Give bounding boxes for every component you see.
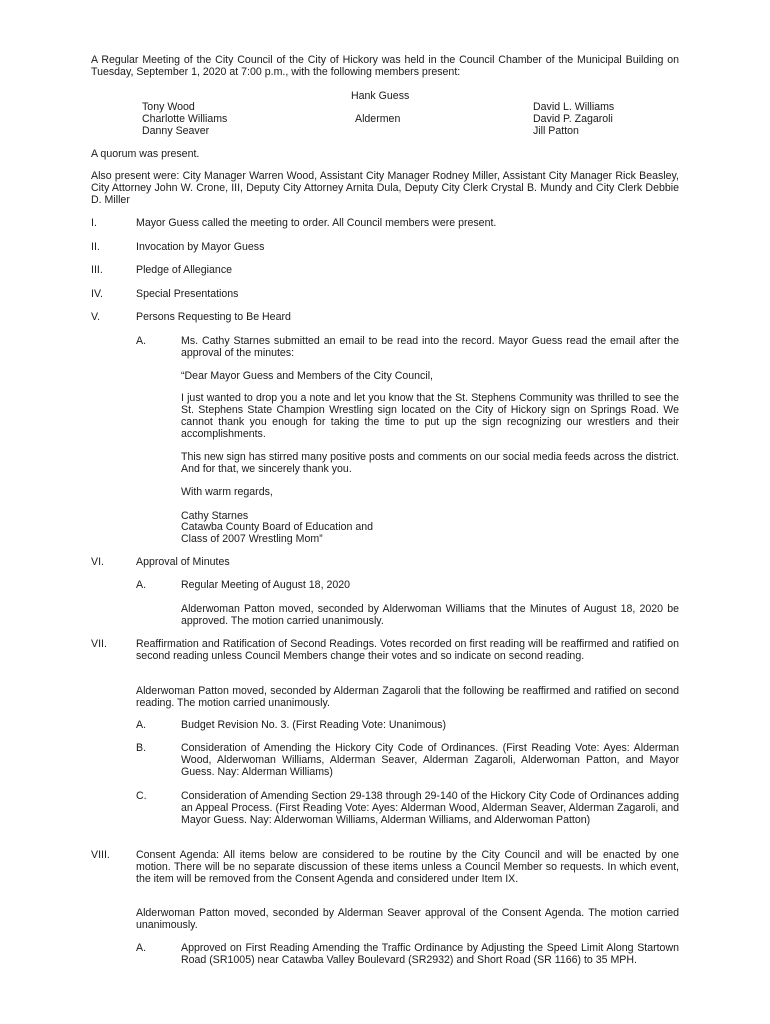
signature-name: Cathy Starnes (181, 510, 249, 522)
signature-line-3: Class of 2007 Wrestling Mom” (181, 533, 323, 545)
item-vii-b-text: Consideration of Amending the Hickory City Code of Ordinances. (First Reading Vote: Ayes: Alderman Wood, Alderwoman Williams, Alderman Seaver, Alderman Zagaroli, Alderwoman Patton, and Mayor Guess. Nay: Alderman Williams) (181, 742, 679, 778)
quorum-statement: A quorum was present. (91, 148, 200, 160)
item-viii-a-text: Approved on First Reading Amending the Traffic Ordinance by Adjusting the Speed Limit Along Startown Road (SR1005) near Catawba Valley Boulevard (SR2932) and Short Road (SR 1166) to 35 MPH. (181, 942, 679, 966)
item-i-text: Mayor Guess called the meeting to order. All Council members were present. (136, 217, 497, 229)
item-ii-number: II. (91, 241, 100, 253)
aldermen-label: Aldermen (355, 113, 401, 125)
email-greeting: “Dear Mayor Guess and Members of the City Council, (181, 370, 433, 382)
item-vii-c-letter: C. (136, 790, 147, 802)
email-paragraph-2: This new sign has stirred many positive posts and comments on our social media feeds across the district. And for that, we sincerely thank you. (181, 451, 679, 475)
item-i-number: I. (91, 217, 97, 229)
item-vii-a-text: Budget Revision No. 3. (First Reading Vote: Unanimous) (181, 719, 446, 731)
email-closing: With warm regards, (181, 486, 273, 498)
item-vii-c-text: Consideration of Amending Section 29-138 through 29-140 of the Hickory City Code of Ordinances adding an Appeal Process. (First Reading Vote: Ayes: Alderman Wood, Alderman Seaver, Alderman Zagaroli, and Mayor Guess. Nay: Alderwoman Williams, Alderman Williams, and Alderwoman Patton) (181, 790, 679, 826)
item-iv-text: Special Presentations (136, 288, 239, 300)
item-vi-a-letter: A. (136, 579, 147, 591)
item-viii-motion: Alderwoman Patton moved, seconded by Alderman Seaver approval of the Consent Agenda. The motion carried unanimously. (136, 907, 679, 931)
alderman-right-2: David P. Zagaroli (533, 113, 613, 125)
item-vii-text: Reaffirmation and Ratification of Second Readings. Votes recorded on first reading will be reaffirmed and ratified on second reading unless Council Members change their votes and so indicate on second reading. (136, 638, 679, 662)
signature-organization: Catawba County Board of Education and (181, 521, 373, 533)
item-v-a-letter: A. (136, 335, 147, 347)
item-iii-number: III. (91, 264, 103, 276)
intro-paragraph: A Regular Meeting of the City Council of the City of Hickory was held in the Council Chamber of the Municipal Building on Tuesday, September 1, 2020 at 7:00 p.m., with the following members present: (91, 54, 679, 78)
also-present-paragraph: Also present were: City Manager Warren Wood, Assistant City Manager Rodney Miller, Assistant City Manager Rick Beasley, City Attorney John W. Crone, III, Deputy City Attorney Arnita Dula, Deputy City Clerk Crystal B. Mundy and City Clerk Debbie D. Miller (91, 170, 679, 206)
item-iv-number: IV. (91, 288, 103, 300)
item-v-number: V. (91, 311, 101, 323)
alderman-left-3: Danny Seaver (142, 125, 210, 137)
item-vi-a-text: Regular Meeting of August 18, 2020 (181, 579, 351, 591)
item-vii-motion: Alderwoman Patton moved, seconded by Alderman Zagaroli that the following be reaffirmed and ratified on second reading. The motion carried unanimously. (136, 685, 679, 709)
item-vii-number: VII. (91, 638, 107, 650)
item-ii-text: Invocation by Mayor Guess (136, 241, 265, 253)
alderman-right-3: Jill Patton (533, 125, 579, 137)
item-vii-a-letter: A. (136, 719, 147, 731)
item-vi-a-detail: Alderwoman Patton moved, seconded by Alderwoman Williams that the Minutes of August 18, 2020 be approved. The motion carried unanimously. (181, 603, 679, 627)
alderman-left-2: Charlotte Williams (142, 113, 228, 125)
item-viii-number: VIII. (91, 849, 110, 861)
item-v-text: Persons Requesting to Be Heard (136, 311, 291, 323)
item-v-a-text: Ms. Cathy Starnes submitted an email to be read into the record. Mayor Guess read the email after the approval of the minutes: (181, 335, 679, 359)
mayor-name: Hank Guess (351, 90, 410, 102)
item-iii-text: Pledge of Allegiance (136, 264, 233, 276)
alderman-left-1: Tony Wood (142, 101, 195, 113)
item-vii-b-letter: B. (136, 742, 147, 754)
item-vi-number: VI. (91, 556, 104, 568)
email-paragraph-1: I just wanted to drop you a note and let you know that the St. Stephens Community was thrilled to see the St. Stephens State Champion Wrestling sign located on the City of Hickory sign on Springs Road. We cannot thank you enough for taking the time to put up the sign recognizing our wrestlers and their accomplishments. (181, 392, 679, 440)
item-viii-text: Consent Agenda: All items below are considered to be routine by the City Council and will be enacted by one motion. There will be no separate discussion of these items unless a Council Member so requests. In which event, the item will be removed from the Consent Agenda and considered under Item IX. (136, 849, 679, 885)
item-vi-text: Approval of Minutes (136, 556, 230, 568)
alderman-right-1: David L. Williams (533, 101, 615, 113)
item-viii-a-letter: A. (136, 942, 147, 954)
